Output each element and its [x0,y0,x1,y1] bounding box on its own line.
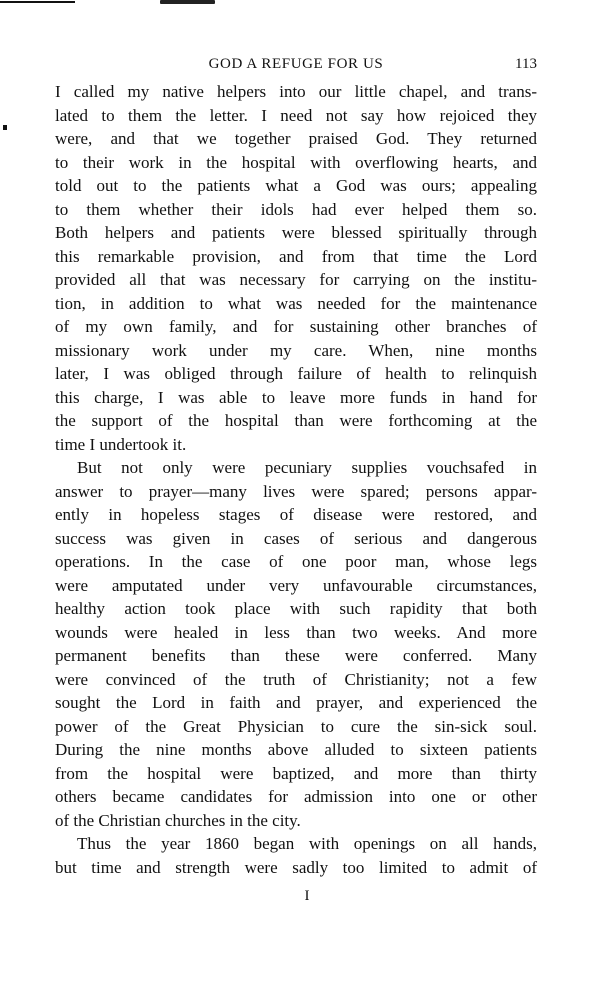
text-line: healthy action took place with such rapidity that both [55,599,537,618]
scan-artifact-dot [3,125,7,130]
text-line: answer to prayer—many lives were spared; persons appar- [55,481,537,501]
text-line: Thus the year 1860 began with openings on all hands, [77,834,537,853]
text-line: operations. In the case of one poor man, whose legs [55,552,537,571]
body-text [55,80,537,879]
text-line: this charge, I was able to leave more funds in hand for [55,387,537,407]
text-line: During the nine months above alluded to sixteen patients [55,740,537,759]
signature-mark: I [304,888,310,904]
text-line: were amputated under very unfavourable circumstances, [55,575,537,595]
text-line: of the Christian churches in the city. [55,810,301,830]
text-line: lated to them the letter. I need not say how rejoiced they [55,105,537,125]
text-line: the support of the hospital than were forthcoming at the [55,411,537,430]
text-line: time I undertook it. [55,434,187,454]
text-line: I called my native helpers into our little chapel, and trans- [55,82,537,101]
text-line: provided all that was necessary for carrying on the institu- [55,270,537,289]
text-line: wounds were healed in less than two weeks. And more [55,622,537,642]
text-line: Both helpers and patients were blessed spiritually through [55,223,537,242]
text-line: sought the Lord in faith and prayer, and experienced the [55,693,537,712]
text-line: to them whether their idols had ever helped them so. [55,199,537,219]
text-line: but time and strength were sadly too limited to admit of [55,857,537,877]
running-head-title: GOD A REFUGE FOR US [208,56,384,72]
scan-artifact-line [0,1,75,3]
text-line: later, I was obliged through failure of health to relinquish [55,364,537,383]
text-line: others became candidates for admission into one or other [55,787,537,806]
text-line: permanent benefits than these were conferred. Many [55,646,537,665]
text-line: power of the Great Physician to cure the sin-sick soul. [55,716,537,736]
text-line: this remarkable provision, and from that time the Lord [55,246,537,266]
text-line: from the hospital were baptized, and more than thirty [55,763,537,783]
scan-artifact-mark [160,0,215,4]
text-line: tion, in addition to what was needed for the maintenance [55,293,537,313]
text-line: of my own family, and for sustaining other branches of [55,317,537,336]
text-line: ently in hopeless stages of disease were restored, and [55,505,537,524]
text-line: were, and that we together praised God. They returned [55,129,537,148]
text-line: But not only were pecuniary supplies vouchsafed in [77,458,537,477]
text-line: success was given in cases of serious and dangerous [55,528,537,548]
page-number: 113 [515,56,537,72]
text-line: told out to the patients what a God was ours; appealing [55,176,537,195]
running-head [55,56,537,78]
text-line: were convinced of the truth of Christianity; not a few [55,669,537,689]
text-line: to their work in the hospital with overflowing hearts, and [55,152,537,172]
text-line: missionary work under my care. When, nine months [55,340,537,360]
